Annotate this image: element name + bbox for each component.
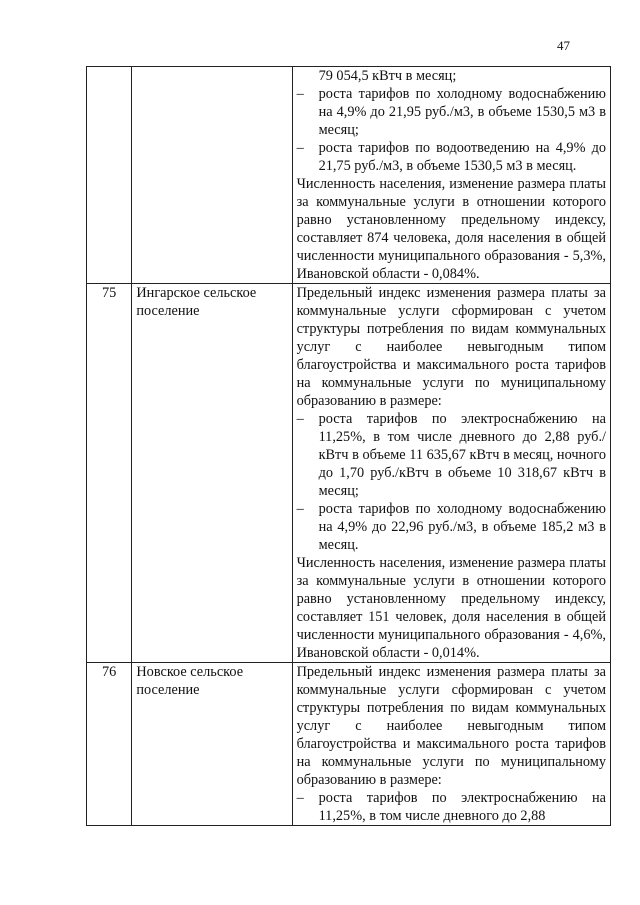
intro-paragraph: Предельный индекс изменения размера платы за коммунальные услуги сформирован с учетом структуры потребления по видам коммунальных услуг с наиболее невыгодным типом благоустройства и максимального роста тарифов на коммунальные услуги по муниципальному образованию в размере: bbox=[296, 664, 606, 788]
dash-marker: – bbox=[296, 411, 304, 427]
table-row bbox=[87, 284, 611, 663]
municipality-name-cell: Ингарское сельское поселение bbox=[132, 284, 292, 663]
list-item bbox=[297, 500, 606, 554]
list-item-text: роста тарифов по электроснабжению на 11,25%, в том числе дневного до 2,88 руб./кВтч в объеме 11 635,67 кВтч в месяц, ночного до 1,70 руб./кВтч в объеме 10 318,67 кВтч в месяц; bbox=[318, 411, 606, 499]
dash-marker: – bbox=[296, 790, 304, 806]
municipality-name-cell bbox=[132, 67, 292, 284]
table-row-continued bbox=[87, 67, 611, 284]
list-item bbox=[297, 139, 606, 175]
description-cell bbox=[292, 284, 610, 663]
intro-paragraph: Предельный индекс изменения размера платы за коммунальные услуги сформирован с учетом структуры потребления по видам коммунальных услуг с наиболее невыгодным типом благоустройства и максимального роста тарифов на коммунальные услуги по муниципальному образованию в размере: bbox=[296, 285, 606, 409]
list-item bbox=[297, 789, 606, 825]
row-number-cell: 76 bbox=[87, 663, 132, 826]
municipality-name-cell: Новское сельское поселение bbox=[132, 663, 292, 826]
row-number-cell: 75 bbox=[87, 284, 132, 663]
municipal-index-table bbox=[86, 66, 611, 826]
list-item-text: роста тарифов по холодному водоснабжению на 4,9% до 22,96 руб./м3, в объеме 185,2 м3 в месяц. bbox=[318, 501, 606, 553]
population-paragraph: Численность населения, изменение размера платы за коммунальные услуги в отношении которого равно установленному предельному индексу, составляет 151 человек, доля населения в общей численности муниципального образования - 4,6%, Ивановской области - 0,014%. bbox=[296, 555, 606, 661]
page-number: 47 bbox=[557, 38, 570, 53]
table-row bbox=[87, 663, 611, 826]
description-cell bbox=[292, 663, 610, 826]
population-paragraph: Численность населения, изменение размера платы за коммунальные услуги в отношении которого равно установленному предельному индексу, составляет 874 человека, доля населения в общей численности муниципального образования - 5,3%, Ивановской области - 0,084%. bbox=[296, 176, 606, 282]
list-item-text: роста тарифов по электроснабжению на 11,25%, в том числе дневного до 2,88 bbox=[318, 790, 606, 824]
row-number-cell bbox=[87, 67, 132, 284]
dash-marker: – bbox=[296, 86, 304, 102]
dash-marker: – bbox=[296, 501, 304, 517]
list-item-text: роста тарифов по водоотведению на 4,9% до 21,75 руб./м3, в объеме 1530,5 м3 в месяц. bbox=[318, 140, 606, 174]
description-cell bbox=[292, 67, 610, 284]
continued-text: 79 054,5 кВтч в месяц; bbox=[318, 68, 457, 84]
dash-marker: – bbox=[296, 140, 304, 156]
list-item bbox=[297, 410, 606, 500]
list-item bbox=[297, 85, 606, 139]
list-item-text: роста тарифов по холодному водоснабжению на 4,9% до 21,95 руб./м3, в объеме 1530,5 м3 в месяц; bbox=[318, 86, 606, 138]
